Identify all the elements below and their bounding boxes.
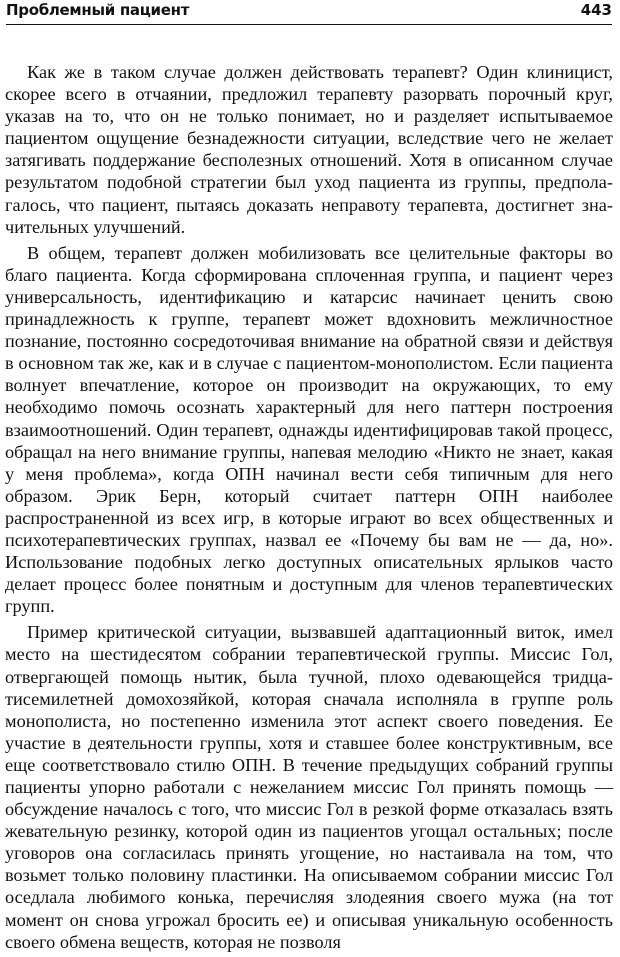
running-header [6, 0, 612, 25]
body-text [5, 61, 613, 957]
paragraph: Пример критической ситуации, вызвавшей адаптационный виток, имел место на шестидесятом собрании терапевтической группы. Миссис Гол, отвергающей помощь нытик, была тучной, плохо одевающейся тридцатисемилетней домохозяйкой, которая сначала исполняла в группе роль монополиста, но постепенно изменила этот аспект своего поведения. Ее участие в деятельности группы, хотя и ставшее более конструктивным, все еще соответствовало стилю ОПН. В течение предыдущих собраний группы пациенты упорно работали с нежеланием миссис Гол принять помощь — обсуждение началось с того, что миссис Гол в резкой форме отказалась взять жевательную резинку, которой один из пациентов угощал остальных; после уговоров она согласилась принять угощение, но настаивала на том, что возьмет только половину пластинки. На описываемом собрании миссис Гол оседлала любимого конька, перечисляя злодеяния своего мужа (на тот момент он снова угрожал бросить ее) и описывая уникальную особенность своего обмена веществ, которая не позволя [5, 622, 613, 952]
paragraph: В общем, терапевт должен мобилизовать все целительные факторы во благо пациента. Когда сформирована сплоченная группа, и пациент через универсальность, идентификацию и катарсис начинает ценить свою принадлежность к группе, терапевт может вдохновить межличностное познание, постоянно сосредоточивая внимание на обратной связи и действуя в основном так же, как и в случае с пациентом-монополистом. Если пациента волнует впечатление, которое он производит на окружающих, то ему необходимо помочь осознать характерный для него паттерн построения взаимоотношений. Один терапевт, однажды идентифицировав такой процесс, обращал на него внимание группы, напевая мелодию «Никто не знает, какая у меня проблема», когда ОПН начинал вести себя типичным для него образом. Эрик Берн, который считает паттерн ОПН наиболее распространенной из всех игр, в которые играют во всех общественных и психотерапевтических группах, назвал ее «Почему бы вам не — да, но». Использование подобных легко доступных описательных ярлыков часто делает процесс более понятным и доступным для членов терапевтических групп. [5, 242, 613, 617]
chapter-title: Проблемный пациент [6, 1, 190, 19]
page-number: 443 [580, 1, 612, 19]
paragraph: Как же в таком случае должен действовать терапевт? Один клиницист, скорее всего в отчаянии, предложил терапевту разорвать порочный круг, указав на то, что он не только понимает, но и разделяет испытываемое пациентом ощущение безнадежности ситуации, вследствие чего не желает затягивать поддержание бесполезных отношений. Хотя в описанном случае результатом подобной стратегии был уход пациента из группы, предполагалось, что пациент, пытаясь доказать неправоту терапевта, достигнет значительных улучшений. [5, 62, 613, 237]
